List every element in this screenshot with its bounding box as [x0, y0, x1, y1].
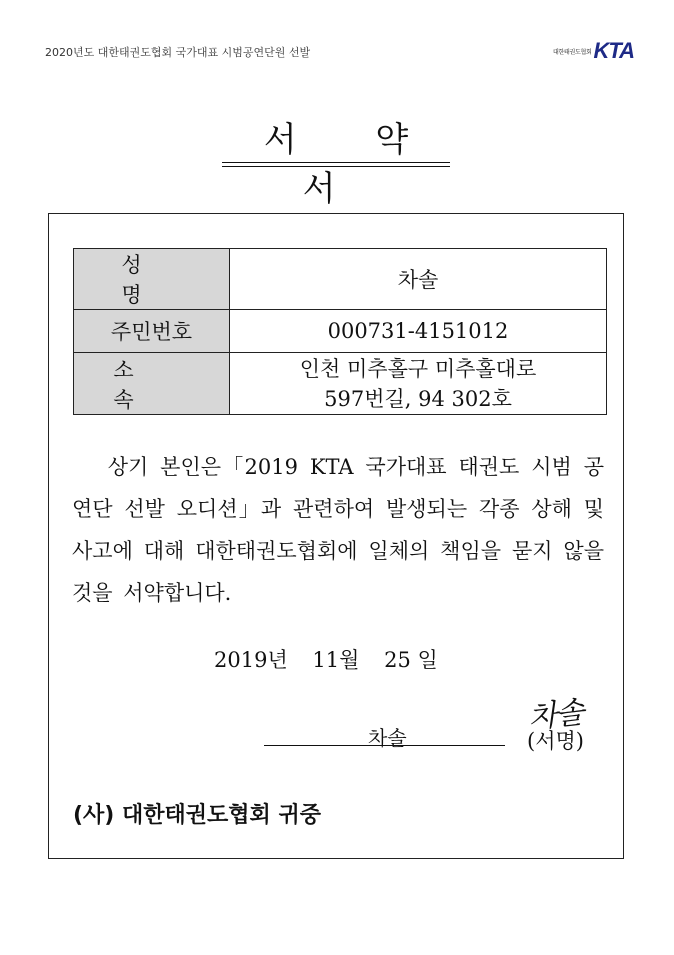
- info-table: [73, 248, 607, 415]
- logo-mark: KTA: [593, 38, 635, 63]
- address-line-2: 597번길, 94 302호: [324, 386, 512, 411]
- name-value: 차솔: [230, 249, 607, 310]
- table-row: [74, 353, 607, 415]
- date: [214, 644, 456, 674]
- table-row: [74, 310, 607, 353]
- affiliation-label: 소 속: [74, 353, 230, 415]
- event-title: 2020년도 대한태권도협회 국가대표 시범공연단원 선발: [45, 46, 311, 59]
- title-underline: [222, 166, 450, 167]
- title-underline: [222, 162, 450, 163]
- logo-org-name: 대한태권도협회: [553, 48, 592, 56]
- recipient: (사) 대한태권도협회 귀중: [73, 803, 321, 828]
- handwritten-signature: 차솔: [526, 695, 585, 736]
- table-row: [74, 249, 607, 310]
- date-year: 2019년: [214, 648, 288, 672]
- id-number-value: 000731-4151012: [230, 310, 607, 353]
- document-title: 서 약 서: [263, 120, 443, 209]
- signer-name: 차솔: [368, 726, 407, 750]
- affiliation-value: [230, 353, 607, 415]
- date-day: 25 일: [384, 648, 438, 672]
- name-label: 성 명: [74, 249, 230, 310]
- signature-line: [264, 745, 505, 746]
- date-month: 11월: [312, 648, 360, 672]
- address-line-1: 인천 미추홀구 미추홀대로: [299, 356, 537, 381]
- pledge-statement: 상기 본인은「2019 KTA 국가대표 태권도 시범 공연단 선발 오디션」과 관련하여 발생되는 각종 상해 및 사고에 대해 대한태권도협회에 일체의 책임을 묻지 않을 것을 서약합니다.: [72, 455, 604, 605]
- signature-label: (서명): [527, 729, 584, 753]
- id-number-label: 주민번호: [74, 310, 230, 353]
- kta-logo: [553, 38, 634, 64]
